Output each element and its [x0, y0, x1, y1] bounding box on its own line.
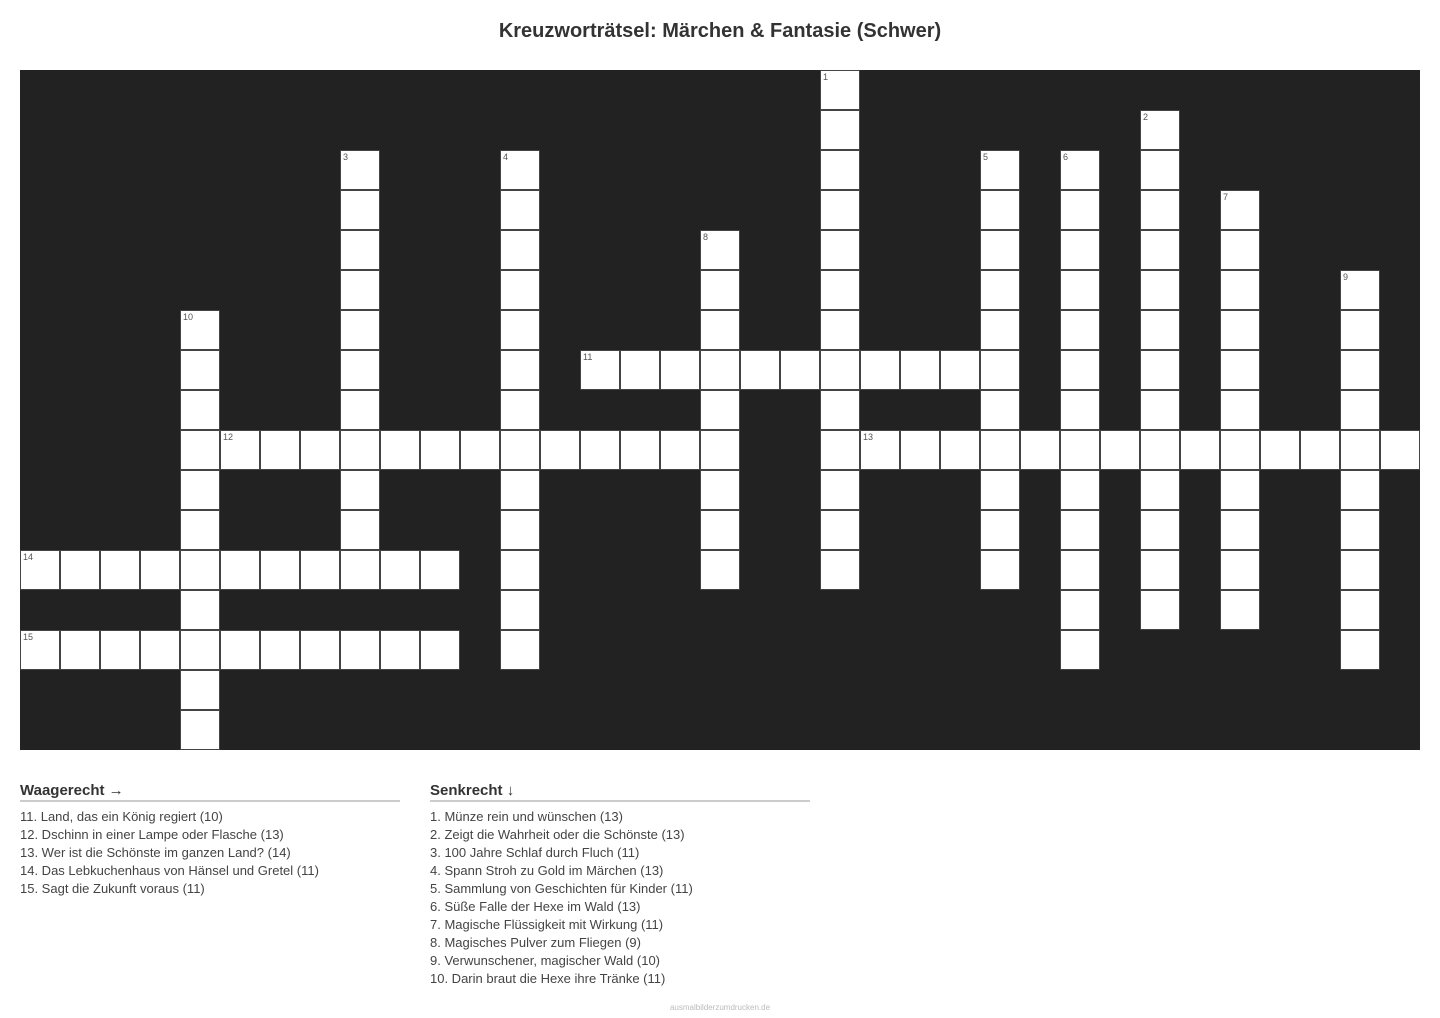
cell-number: 14 [23, 552, 34, 562]
grid-cell[interactable] [500, 430, 540, 470]
grid-cell[interactable] [260, 550, 300, 590]
grid-cell[interactable] [1020, 430, 1060, 470]
grid-cell[interactable] [220, 430, 260, 470]
grid-cell[interactable] [700, 510, 740, 550]
grid-cell[interactable] [820, 70, 860, 110]
grid-cell[interactable] [1140, 310, 1180, 350]
grid-cell[interactable] [180, 430, 220, 470]
crossword-grid [20, 70, 1420, 750]
grid-cell[interactable] [300, 550, 340, 590]
grid-cell[interactable] [340, 550, 380, 590]
grid-cell[interactable] [340, 150, 380, 190]
cell-number: 2 [1143, 112, 1149, 122]
grid-cell[interactable] [340, 390, 380, 430]
footer-credit: ausmalbilderzumdrucken.de [669, 1003, 771, 1012]
grid-cell[interactable] [700, 270, 740, 310]
clues-down-section [430, 782, 810, 988]
grid-cell[interactable] [620, 430, 660, 470]
grid-cell[interactable] [420, 430, 460, 470]
grid-cell[interactable] [220, 550, 260, 590]
grid-cell[interactable] [820, 350, 860, 390]
grid-cell[interactable] [1340, 550, 1380, 590]
cell-number: 10 [183, 312, 194, 322]
grid-cell[interactable] [500, 230, 540, 270]
grid-cell[interactable] [1060, 510, 1100, 550]
grid-cell[interactable] [380, 550, 420, 590]
grid-cell[interactable] [420, 630, 460, 670]
grid-cell[interactable] [260, 430, 300, 470]
grid-cell[interactable] [180, 590, 220, 630]
grid-cell[interactable] [620, 350, 660, 390]
clue-item: 7. Magische Flüssigkeit mit Wirkung (11) [430, 917, 664, 932]
grid-cell[interactable] [1060, 270, 1100, 310]
clue-item: 9. Verwunschener, magischer Wald (10) [430, 953, 661, 968]
grid-cell[interactable] [980, 270, 1020, 310]
grid-cell[interactable] [1060, 350, 1100, 390]
grid-cell[interactable] [260, 630, 300, 670]
grid-cell[interactable] [700, 230, 740, 270]
grid-cell[interactable] [500, 590, 540, 630]
grid-cell[interactable] [1060, 430, 1100, 470]
grid-cell[interactable] [1260, 430, 1300, 470]
grid-cell[interactable] [900, 430, 940, 470]
grid-cell[interactable] [820, 390, 860, 430]
grid-cell[interactable] [1220, 430, 1260, 470]
cell-number: 11 [583, 352, 593, 362]
grid-cell[interactable] [540, 430, 580, 470]
grid-cell[interactable] [820, 510, 860, 550]
clue-item: 5. Sammlung von Geschichten für Kinder (11) [430, 881, 693, 896]
grid-cell[interactable] [20, 550, 60, 590]
grid-cell[interactable] [1340, 310, 1380, 350]
grid-cell[interactable] [1300, 430, 1340, 470]
grid-cell[interactable] [460, 430, 500, 470]
grid-cell[interactable] [500, 350, 540, 390]
grid-cell[interactable] [580, 430, 620, 470]
grid-cell[interactable] [820, 430, 860, 470]
grid-cell[interactable] [1060, 470, 1100, 510]
grid-cell[interactable] [900, 350, 940, 390]
grid-cell[interactable] [1140, 390, 1180, 430]
grid-cell[interactable] [340, 510, 380, 550]
grid-cell[interactable] [340, 230, 380, 270]
grid-cell[interactable] [1220, 230, 1260, 270]
clues-down-heading: Senkrecht ↓ [430, 782, 810, 802]
grid-cell[interactable] [180, 390, 220, 430]
grid-cell[interactable] [1140, 150, 1180, 190]
grid-cell[interactable] [820, 230, 860, 270]
grid-cell[interactable] [500, 190, 540, 230]
clue-item: 6. Süße Falle der Hexe im Wald (13) [430, 899, 641, 914]
grid-cell[interactable] [500, 310, 540, 350]
grid-cell[interactable] [820, 150, 860, 190]
grid-cell[interactable] [20, 630, 60, 670]
grid-cell[interactable] [180, 670, 220, 710]
grid-cell[interactable] [1140, 230, 1180, 270]
cell-number: 4 [503, 152, 509, 162]
grid-cell[interactable] [980, 470, 1020, 510]
grid-cell[interactable] [1220, 270, 1260, 310]
grid-cell[interactable] [1340, 350, 1380, 390]
cell-number: 3 [343, 152, 349, 162]
grid-cell[interactable] [1060, 190, 1100, 230]
clues-across-list [20, 808, 400, 898]
grid-cell[interactable] [340, 630, 380, 670]
grid-cell[interactable] [1220, 390, 1260, 430]
grid-cell[interactable] [1180, 430, 1220, 470]
cell-number: 9 [1343, 272, 1349, 282]
grid-cell[interactable] [1140, 270, 1180, 310]
grid-cell[interactable] [500, 470, 540, 510]
grid-cell[interactable] [180, 310, 220, 350]
clue-item: 4. Spann Stroh zu Gold im Märchen (13) [430, 863, 664, 878]
grid-cell[interactable] [140, 550, 180, 590]
grid-cell[interactable] [1060, 230, 1100, 270]
grid-cell[interactable] [700, 550, 740, 590]
grid-cell[interactable] [100, 630, 140, 670]
clue-item: 2. Zeigt die Wahrheit oder die Schönste (13) [430, 827, 685, 842]
cell-number: 7 [1223, 192, 1229, 202]
grid-cell[interactable] [980, 150, 1020, 190]
grid-cell[interactable] [1340, 390, 1380, 430]
cell-number: 12 [223, 432, 234, 442]
grid-cell[interactable] [740, 350, 780, 390]
grid-cell[interactable] [940, 430, 980, 470]
grid-cell[interactable] [860, 350, 900, 390]
grid-cell[interactable] [1380, 430, 1420, 470]
grid-cell[interactable] [1220, 590, 1260, 630]
grid-cell[interactable] [1140, 190, 1180, 230]
grid-cell[interactable] [500, 630, 540, 670]
grid-cell[interactable] [1340, 430, 1380, 470]
grid-cell[interactable] [1060, 630, 1100, 670]
grid-cell[interactable] [820, 190, 860, 230]
clue-item: 8. Magisches Pulver zum Fliegen (9) [430, 935, 641, 950]
grid-cell[interactable] [820, 110, 860, 150]
grid-cell[interactable] [1220, 310, 1260, 350]
grid-cell[interactable] [340, 310, 380, 350]
grid-cell[interactable] [60, 630, 100, 670]
grid-cell[interactable] [980, 230, 1020, 270]
clue-item: 11. Land, das ein König regiert (10) [20, 809, 223, 824]
grid-cell[interactable] [60, 550, 100, 590]
grid-cell[interactable] [1060, 390, 1100, 430]
grid-cell[interactable] [100, 550, 140, 590]
grid-cell[interactable] [660, 430, 700, 470]
grid-cell[interactable] [180, 470, 220, 510]
clue-item: 12. Dschinn in einer Lampe oder Flasche (13) [20, 827, 284, 842]
grid-cell[interactable] [180, 630, 220, 670]
grid-cell[interactable] [1100, 430, 1140, 470]
cell-number: 15 [23, 632, 34, 642]
clue-item: 10. Darin braut die Hexe ihre Tränke (11) [430, 971, 666, 986]
grid-cell[interactable] [500, 270, 540, 310]
grid-cell[interactable] [300, 630, 340, 670]
grid-cell[interactable] [980, 350, 1020, 390]
grid-cell[interactable] [580, 350, 620, 390]
grid-cell[interactable] [660, 350, 700, 390]
grid-cell[interactable] [1140, 470, 1180, 510]
grid-cell[interactable] [700, 350, 740, 390]
cell-number: 6 [1063, 152, 1069, 162]
grid-cell[interactable] [500, 550, 540, 590]
grid-cell[interactable] [1340, 590, 1380, 630]
grid-cell[interactable] [1060, 590, 1100, 630]
grid-cell[interactable] [1220, 510, 1260, 550]
grid-cell[interactable] [980, 510, 1020, 550]
grid-cell[interactable] [1060, 150, 1100, 190]
grid-cell[interactable] [1220, 350, 1260, 390]
cell-number: 5 [983, 152, 989, 162]
cell-number: 13 [863, 432, 874, 442]
clues-across-heading: Waagerecht → [20, 782, 400, 802]
grid-cell[interactable] [700, 470, 740, 510]
clue-item: 14. Das Lebkuchenhaus von Hänsel und Gretel (11) [20, 863, 319, 878]
grid-cell[interactable] [980, 430, 1020, 470]
grid-cell[interactable] [1060, 550, 1100, 590]
clue-item: 13. Wer ist die Schönste im ganzen Land? (14) [20, 845, 291, 860]
grid-cell[interactable] [980, 390, 1020, 430]
grid-cell[interactable] [380, 630, 420, 670]
grid-cell[interactable] [420, 550, 460, 590]
grid-cell[interactable] [1060, 310, 1100, 350]
clue-item: 3. 100 Jahre Schlaf durch Fluch (11) [430, 845, 640, 860]
grid-cell[interactable] [1140, 510, 1180, 550]
grid-cell[interactable] [1140, 590, 1180, 630]
grid-cell[interactable] [300, 430, 340, 470]
cell-number: 1 [823, 72, 829, 82]
grid-cell[interactable] [700, 390, 740, 430]
grid-cell[interactable] [1220, 550, 1260, 590]
grid-cell[interactable] [980, 190, 1020, 230]
grid-cell[interactable] [980, 550, 1020, 590]
grid-cell[interactable] [500, 150, 540, 190]
grid-cell[interactable] [500, 510, 540, 550]
clues-down-list [430, 808, 810, 988]
grid-cell[interactable] [180, 550, 220, 590]
grid-cell[interactable] [700, 310, 740, 350]
grid-cell[interactable] [1340, 270, 1380, 310]
grid-cell[interactable] [1220, 470, 1260, 510]
clue-item: 15. Sagt die Zukunft voraus (11) [20, 881, 205, 896]
grid-cell[interactable] [860, 430, 900, 470]
grid-cell[interactable] [700, 430, 740, 470]
grid-cell[interactable] [340, 190, 380, 230]
grid-cell[interactable] [180, 350, 220, 390]
grid-cell[interactable] [380, 430, 420, 470]
grid-cell[interactable] [140, 630, 180, 670]
grid-cell[interactable] [980, 310, 1020, 350]
grid-cell[interactable] [1140, 110, 1180, 150]
grid-cell[interactable] [1220, 190, 1260, 230]
grid-cell[interactable] [940, 350, 980, 390]
grid-cell[interactable] [340, 270, 380, 310]
grid-cell[interactable] [820, 550, 860, 590]
grid-cell[interactable] [340, 430, 380, 470]
grid-cell[interactable] [1340, 630, 1380, 670]
grid-cell[interactable] [340, 350, 380, 390]
grid-cell[interactable] [340, 470, 380, 510]
grid-cell[interactable] [180, 510, 220, 550]
grid-cell[interactable] [780, 350, 820, 390]
grid-cell[interactable] [820, 310, 860, 350]
grid-cell[interactable] [1140, 550, 1180, 590]
page-title: Kreuzworträtsel: Märchen & Fantasie (Schwer) [498, 20, 942, 42]
clue-item: 1. Münze rein und wünschen (13) [430, 809, 623, 824]
cell-number: 8 [703, 232, 709, 242]
grid-cell[interactable] [1340, 510, 1380, 550]
grid-cell[interactable] [1140, 350, 1180, 390]
grid-cell[interactable] [820, 470, 860, 510]
grid-cell[interactable] [1140, 430, 1180, 470]
grid-cell[interactable] [220, 630, 260, 670]
grid-cell[interactable] [1340, 470, 1380, 510]
grid-cell[interactable] [820, 270, 860, 310]
grid-cell[interactable] [500, 390, 540, 430]
grid-cell[interactable] [180, 710, 220, 750]
clues-across-section [20, 782, 400, 898]
